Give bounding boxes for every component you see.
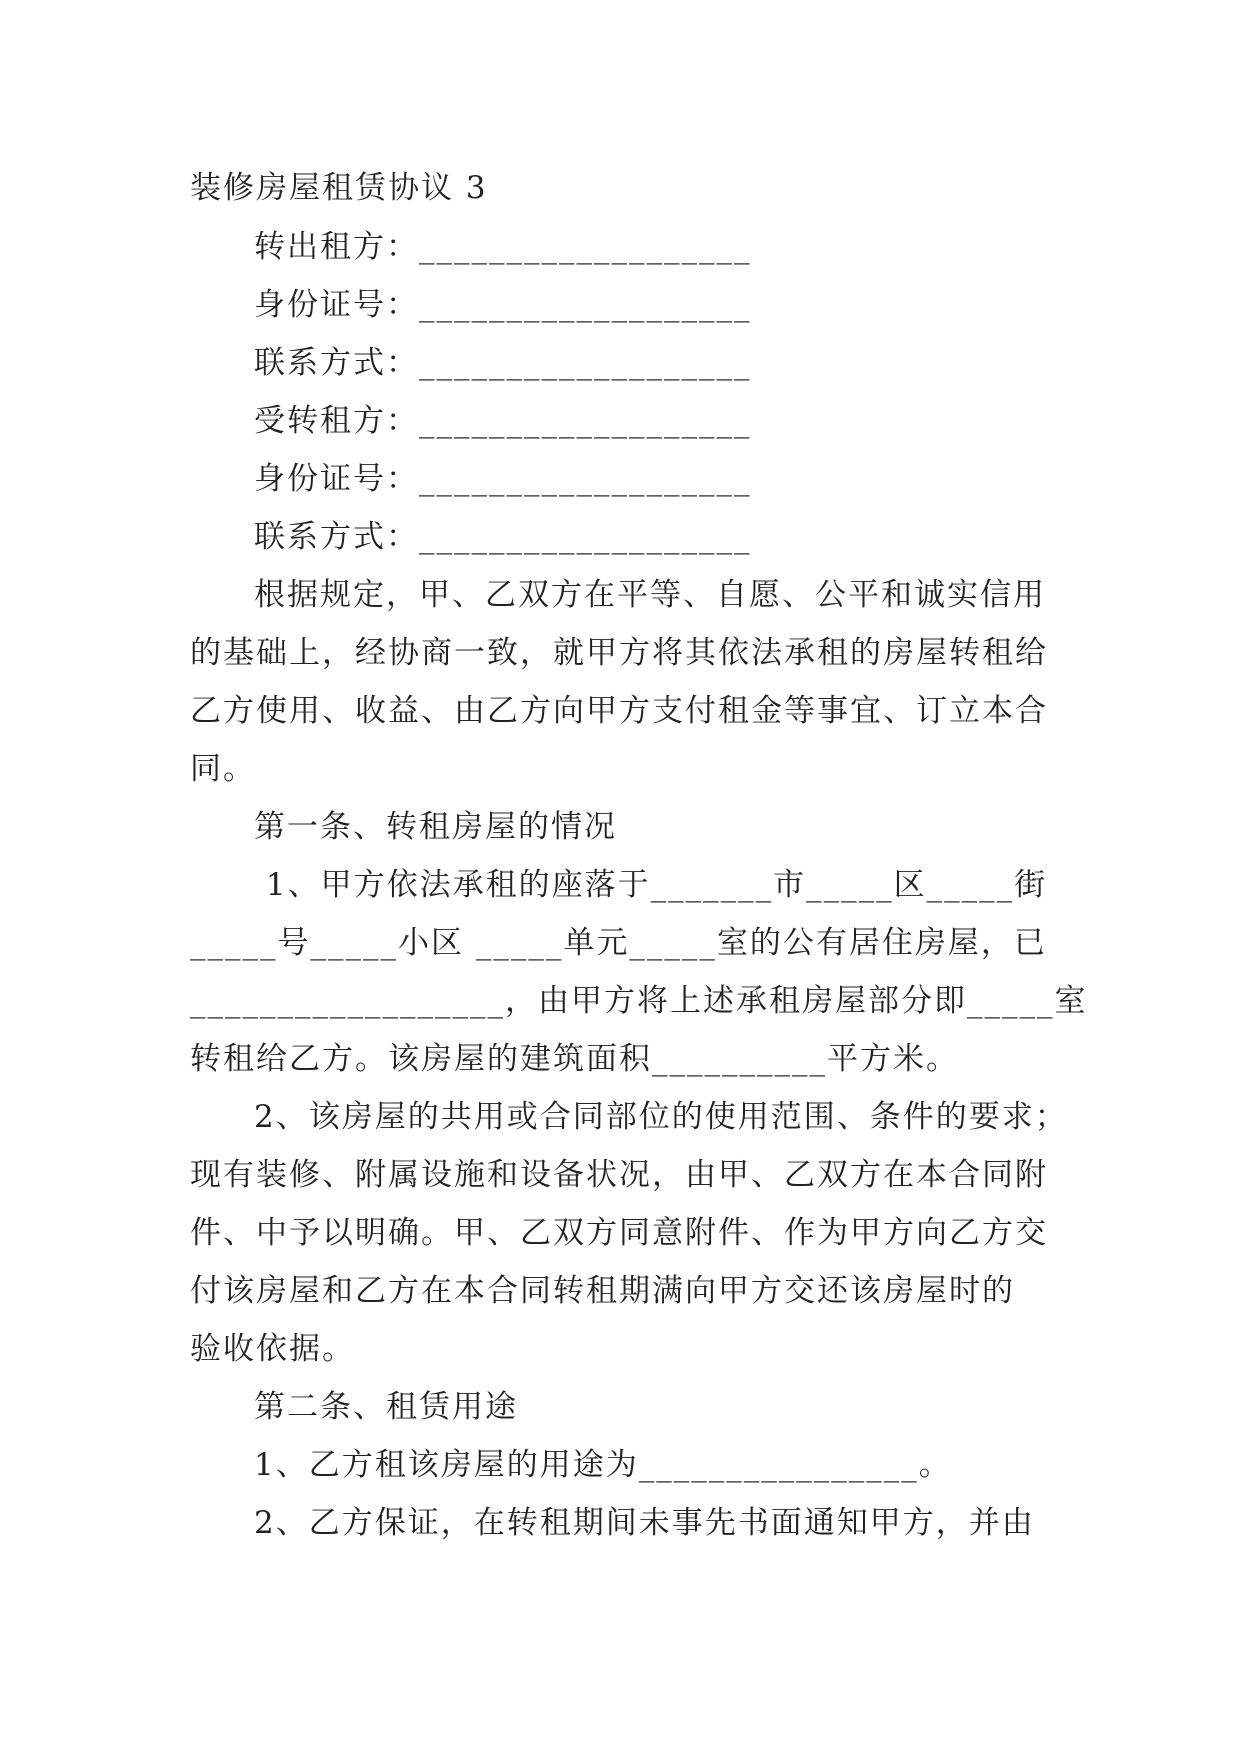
paragraph-line: 的基础上，经协商一致，就甲方将其依法承租的房屋转租给 bbox=[190, 635, 1048, 671]
paragraph-line: _____号_____小区 _____单元_____室的公有居住房屋，已 bbox=[190, 925, 1047, 961]
article-heading: 第一条、转租房屋的情况 bbox=[254, 809, 617, 845]
sublessee-id-field: 身份证号：___________________ bbox=[254, 461, 752, 497]
sublessee-contact-field: 联系方式：___________________ bbox=[254, 519, 752, 555]
sublessor-id-field: 身份证号：___________________ bbox=[254, 287, 752, 323]
paragraph-line: 1、乙方租该房屋的用途为________________。 bbox=[254, 1447, 952, 1483]
paragraph-line: __________________，由甲方将上述承租房屋部分即_____室 bbox=[190, 983, 1088, 1019]
sublessor-contact-field: 联系方式：___________________ bbox=[254, 345, 752, 381]
paragraph-line: 同。 bbox=[190, 751, 256, 787]
paragraph-line: 验收依据。 bbox=[190, 1331, 355, 1367]
article-heading: 第二条、租赁用途 bbox=[254, 1389, 518, 1425]
sublessee-field: 受转租方：___________________ bbox=[254, 403, 752, 439]
document-title: 装修房屋租赁协议 3 bbox=[190, 170, 488, 206]
paragraph-line: 乙方使用、收益、由乙方向甲方支付租金等事宜、订立本合 bbox=[190, 693, 1048, 729]
paragraph-line: 2、乙方保证，在转租期间未事先书面通知甲方，并由 bbox=[254, 1505, 1035, 1541]
paragraph-line: 现有装修、附属设施和设备状况，由甲、乙双方在本合同附 bbox=[190, 1157, 1048, 1193]
paragraph-line: 根据规定，甲、乙双方在平等、自愿、公平和诚实信用 bbox=[254, 577, 1046, 613]
paragraph-line: 1、甲方依法承租的座落于_______市_____区_____街 bbox=[254, 867, 1048, 903]
paragraph-line: 转租给乙方。该房屋的建筑面积__________平方米。 bbox=[190, 1041, 959, 1077]
paragraph-line: 件、中予以明确。甲、乙双方同意附件、作为甲方向乙方交 bbox=[190, 1215, 1048, 1251]
paragraph-line: 2、该房屋的共用或合同部位的使用范围、条件的要求； bbox=[254, 1099, 1068, 1135]
paragraph-line: 付该房屋和乙方在本合同转租期满向甲方交还该房屋时的 bbox=[190, 1273, 1015, 1309]
sublessor-field: 转出租方：___________________ bbox=[254, 229, 752, 265]
